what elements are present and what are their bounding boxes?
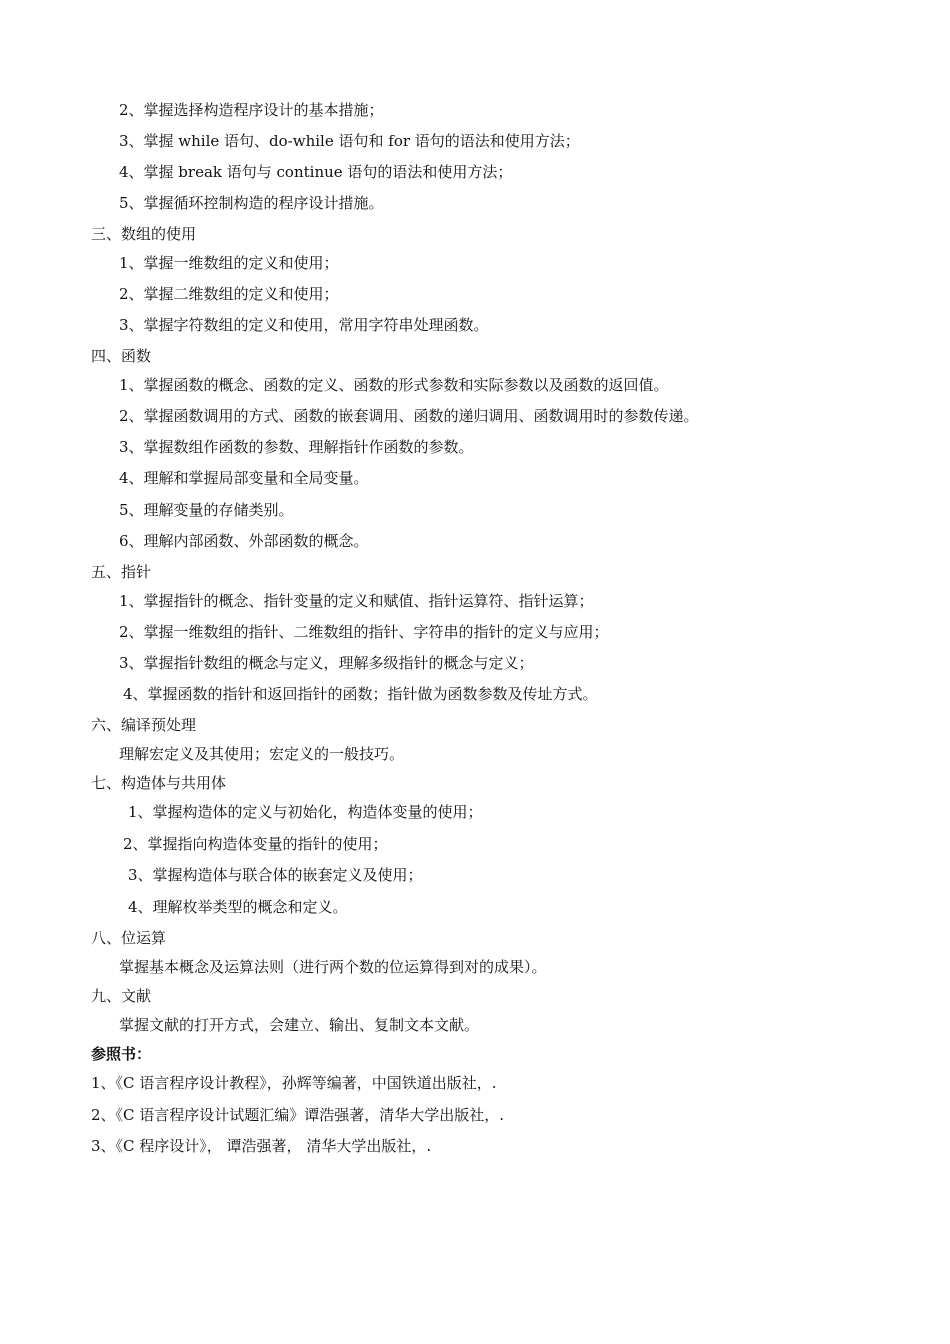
text-line: 3、掌握字符数组的定义和使用，常用字符串处理函数。 — [119, 316, 489, 334]
reference-item: 1、《C 语言程序设计教程》，孙辉等编著，中国铁道出版社，. — [91, 1074, 497, 1092]
text-line: 3、掌握构造体与联合体的嵌套定义及使用； — [128, 866, 423, 884]
reference-item: 3、《C 程序设计》， 谭浩强著， 清华大学出版社，. — [91, 1137, 432, 1155]
text-line: 1、掌握函数的概念、函数的定义、函数的形式参数和实际参数以及函数的返回值。 — [119, 376, 669, 394]
section-heading: 八、位运算 — [91, 929, 167, 947]
section-heading: 七、构造体与共用体 — [91, 774, 227, 792]
text-line: 2、掌握函数调用的方式、函数的嵌套调用、函数的递归调用、函数调用时的参数传递。 — [119, 407, 699, 425]
text-line: 2、掌握选择构造程序设计的基本措施； — [119, 101, 384, 119]
references-heading: 参照书： — [91, 1045, 152, 1063]
text-line: 5、理解变量的存储类别。 — [119, 501, 294, 519]
text-line: 1、掌握指针的概念、指针变量的定义和赋值、指针运算符、指针运算； — [119, 592, 594, 610]
text-line: 3、掌握指针数组的概念与定义，理解多级指针的概念与定义； — [119, 654, 534, 672]
text-line: 掌握基本概念及运算法则（进行两个数的位运算得到对的成果）。 — [119, 958, 547, 976]
text-line: 4、掌握 break 语句与 continue 语句的语法和使用方法； — [119, 163, 513, 181]
section-heading: 六、编译预处理 — [91, 716, 197, 734]
text-line: 3、掌握 while 语句、do-while 语句和 for 语句的语法和使用方法； — [119, 132, 580, 150]
text-line: 6、理解内部函数、外部函数的概念。 — [119, 532, 369, 550]
text-line: 5、掌握循环控制构造的程序设计措施。 — [119, 194, 384, 212]
section-heading: 四、函数 — [91, 347, 152, 365]
text-line: 4、理解枚举类型的概念和定义。 — [128, 898, 348, 916]
section-heading: 五、指针 — [91, 563, 152, 581]
text-line: 1、掌握构造体的定义与初始化，构造体变量的使用； — [128, 803, 483, 821]
text-line: 4、掌握函数的指针和返回指针的函数；指针做为函数参数及传址方式。 — [123, 685, 598, 703]
text-line: 掌握文献的打开方式，会建立、输出、复制文本文献。 — [119, 1016, 480, 1034]
text-line: 2、掌握指向构造体变量的指针的使用； — [123, 835, 388, 853]
text-line: 2、掌握一维数组的指针、二维数组的指针、字符串的指针的定义与应用； — [119, 623, 609, 641]
text-line: 3、掌握数组作函数的参数、理解指针作函数的参数。 — [119, 438, 474, 456]
text-line: 理解宏定义及其使用；宏定义的一般技巧。 — [119, 745, 405, 763]
text-line: 1、掌握一维数组的定义和使用； — [119, 254, 339, 272]
section-heading: 九、文献 — [91, 987, 152, 1005]
reference-item: 2、《C 语言程序设计试题汇编》谭浩强著，清华大学出版社，. — [91, 1106, 505, 1124]
text-line: 2、掌握二维数组的定义和使用； — [119, 285, 339, 303]
text-line: 4、理解和掌握局部变量和全局变量。 — [119, 469, 369, 487]
section-heading: 三、数组的使用 — [91, 225, 197, 243]
